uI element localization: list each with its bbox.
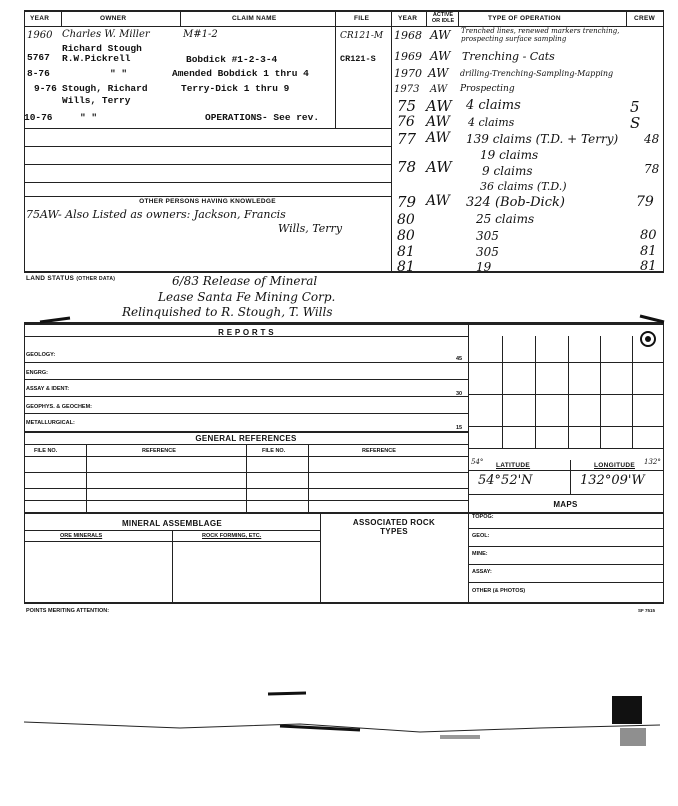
maps-heading: MAPS: [553, 500, 578, 509]
claim-name: M#1-2: [183, 29, 218, 40]
claim-year: 8-76: [27, 68, 50, 79]
report-engrg: ENGRG:: [26, 370, 48, 376]
report-assay: ASSAY & IDENT:: [26, 386, 70, 392]
operation-year: 77: [397, 130, 417, 148]
claim-owner: " ": [80, 112, 98, 123]
map-geol: GEOL:: [472, 533, 490, 539]
knowledge-line-1: 75AW- Also Listed as owners: Jackson, Francis: [26, 208, 286, 221]
map-other: OTHER (& PHOTOS): [472, 588, 526, 594]
operation-status: AW: [430, 84, 448, 95]
operation-type: 36 claims (T.D.): [480, 180, 567, 193]
reports-heading: R E P O R T S: [218, 328, 274, 337]
header-year-2: YEAR: [398, 15, 418, 22]
form-number: SF 7515: [638, 608, 656, 613]
latitude-value: 54°52'N: [478, 473, 533, 488]
claim-owner: " ": [110, 68, 128, 79]
ref-col-file-no-2: FILE NO.: [262, 448, 286, 454]
operation-year: 80: [397, 228, 415, 244]
operation-type: 25 claims: [476, 212, 535, 226]
claim-name: Amended Bobdick 1 thru 4: [172, 68, 309, 79]
operation-type: Trenched lines, renewed markers trenching, prospecting surface sampling: [461, 27, 620, 43]
claim-file: CR121-S: [340, 54, 376, 64]
operation-type: 19 claims: [480, 148, 539, 162]
operation-crew: 5: [630, 98, 640, 116]
operation-type: 305: [476, 245, 499, 259]
header-file: FILE: [354, 15, 370, 22]
operation-year: 81: [397, 259, 415, 275]
operation-year: 78: [397, 158, 417, 176]
operation-status: AW: [426, 114, 450, 130]
operation-crew: 78: [644, 162, 660, 176]
report-number: 45: [456, 356, 463, 362]
operation-crew: 80: [640, 228, 657, 243]
operation-year: 1968: [394, 29, 422, 42]
claim-name: Bobdick #1-2-3-4: [186, 54, 278, 65]
land-status-line-3: Relinquished to R. Stough, T. Wills: [122, 305, 333, 319]
operation-year: 79: [397, 193, 417, 211]
operation-type: 305: [476, 229, 499, 243]
ref-col-file-no: FILE NO.: [34, 448, 58, 454]
operation-type: drilling-Trenching-Sampling-Mapping: [460, 69, 614, 78]
header-owner: OWNER: [100, 15, 127, 22]
operation-year: 1973: [394, 84, 420, 95]
operation-status: AW: [430, 28, 451, 42]
mineral-assemblage-heading: MINERAL ASSEMBLAGE: [121, 519, 223, 528]
operation-type: 4 claims: [468, 116, 515, 129]
operation-status: AW: [428, 66, 449, 80]
operation-type: 139 claims (T.D. + Terry): [466, 132, 619, 146]
claim-owner: Richard Stough R.W.Pickrell: [62, 43, 142, 64]
operation-crew: S: [630, 114, 641, 132]
operation-year: 81: [397, 244, 415, 260]
knowledge-line-2: Wills, Terry: [278, 222, 343, 235]
operation-crew: 79: [636, 194, 654, 210]
operation-year: 76: [397, 114, 415, 130]
operation-year: 75: [397, 97, 417, 115]
claim-year: 5767: [27, 52, 50, 63]
operation-type: 9 claims: [482, 164, 533, 178]
operation-crew: 81: [640, 244, 657, 259]
operation-status: AW: [430, 49, 451, 63]
operation-type: 19: [476, 260, 492, 274]
operation-status: AW: [426, 97, 452, 115]
claim-owner: Stough, Richard Wills, Terry: [62, 83, 148, 106]
claim-year: 9-76: [34, 83, 57, 94]
report-metallurgical: METALLURGICAL:: [26, 420, 75, 426]
operation-type: Prospecting: [460, 84, 515, 94]
operation-status: AW: [426, 130, 450, 146]
header-crew: CREW: [634, 15, 656, 22]
lat-prefix: 54°: [471, 458, 484, 466]
land-status-line-1: 6/83 Release of Mineral: [172, 274, 318, 288]
points-meriting-attention: POINTS MERITING ATTENTION:: [26, 608, 110, 614]
claim-owner: Charles W. Miller: [62, 29, 150, 40]
latitude-header: LATITUDE: [496, 462, 531, 469]
ore-minerals: ORE MINERALS: [60, 533, 103, 539]
operation-year: 80: [397, 212, 415, 228]
land-status-line-2: Lease Santa Fe Mining Corp.: [158, 290, 336, 304]
map-topog: TOPOG:: [472, 514, 494, 520]
header-year: YEAR: [30, 15, 50, 22]
map-mine: MINE:: [472, 551, 488, 557]
operation-type: Trenching - Cats: [462, 50, 555, 63]
operation-crew: 48: [644, 132, 660, 146]
map-assay: ASSAY:: [472, 569, 492, 575]
operation-crew: 81: [640, 259, 657, 274]
claim-year: 10-76: [24, 112, 53, 123]
report-geophys: GEOPHYS. & GEOCHEM:: [26, 404, 93, 410]
ref-col-reference: REFERENCE: [142, 448, 176, 454]
header-type-of-operation: TYPE OF OPERATION: [488, 15, 561, 22]
operation-status: AW: [426, 193, 450, 209]
general-references-heading: GENERAL REFERENCES: [195, 434, 297, 443]
operation-type: 4 claims: [466, 98, 521, 113]
operation-year: 1970: [394, 67, 422, 80]
longitude-header: LONGITUDE: [594, 462, 635, 469]
report-geology: GEOLOGY:: [26, 352, 56, 358]
knowledge-heading: OTHER PERSONS HAVING KNOWLEDGE: [139, 198, 276, 205]
header-active-idle: ACTIVE OR IDLE: [431, 12, 455, 24]
operation-year: 1969: [394, 50, 422, 63]
claim-year: 1960: [27, 30, 53, 41]
claim-file: CR121-M: [340, 31, 384, 41]
ref-col-reference-2: REFERENCE: [362, 448, 396, 454]
report-number: 30: [456, 391, 463, 397]
longitude-value: 132°09'W: [580, 473, 645, 488]
lon-prefix: 132°: [644, 458, 661, 466]
operation-status: AW: [426, 158, 452, 176]
rock-forming: ROCK FORMING, ETC.: [202, 533, 262, 539]
associated-rock-types: ASSOCIATED ROCK TYPES: [352, 518, 436, 536]
claim-name: Terry-Dick 1 thru 9: [181, 83, 290, 94]
claim-name: OPERATIONS- See rev.: [205, 112, 320, 123]
operation-type: 324 (Bob-Dick): [466, 195, 565, 210]
land-status-label: LAND STATUS (OTHER DATA): [26, 275, 116, 282]
header-claim-name: CLAIM NAME: [232, 15, 277, 22]
report-number: 15: [456, 425, 463, 431]
